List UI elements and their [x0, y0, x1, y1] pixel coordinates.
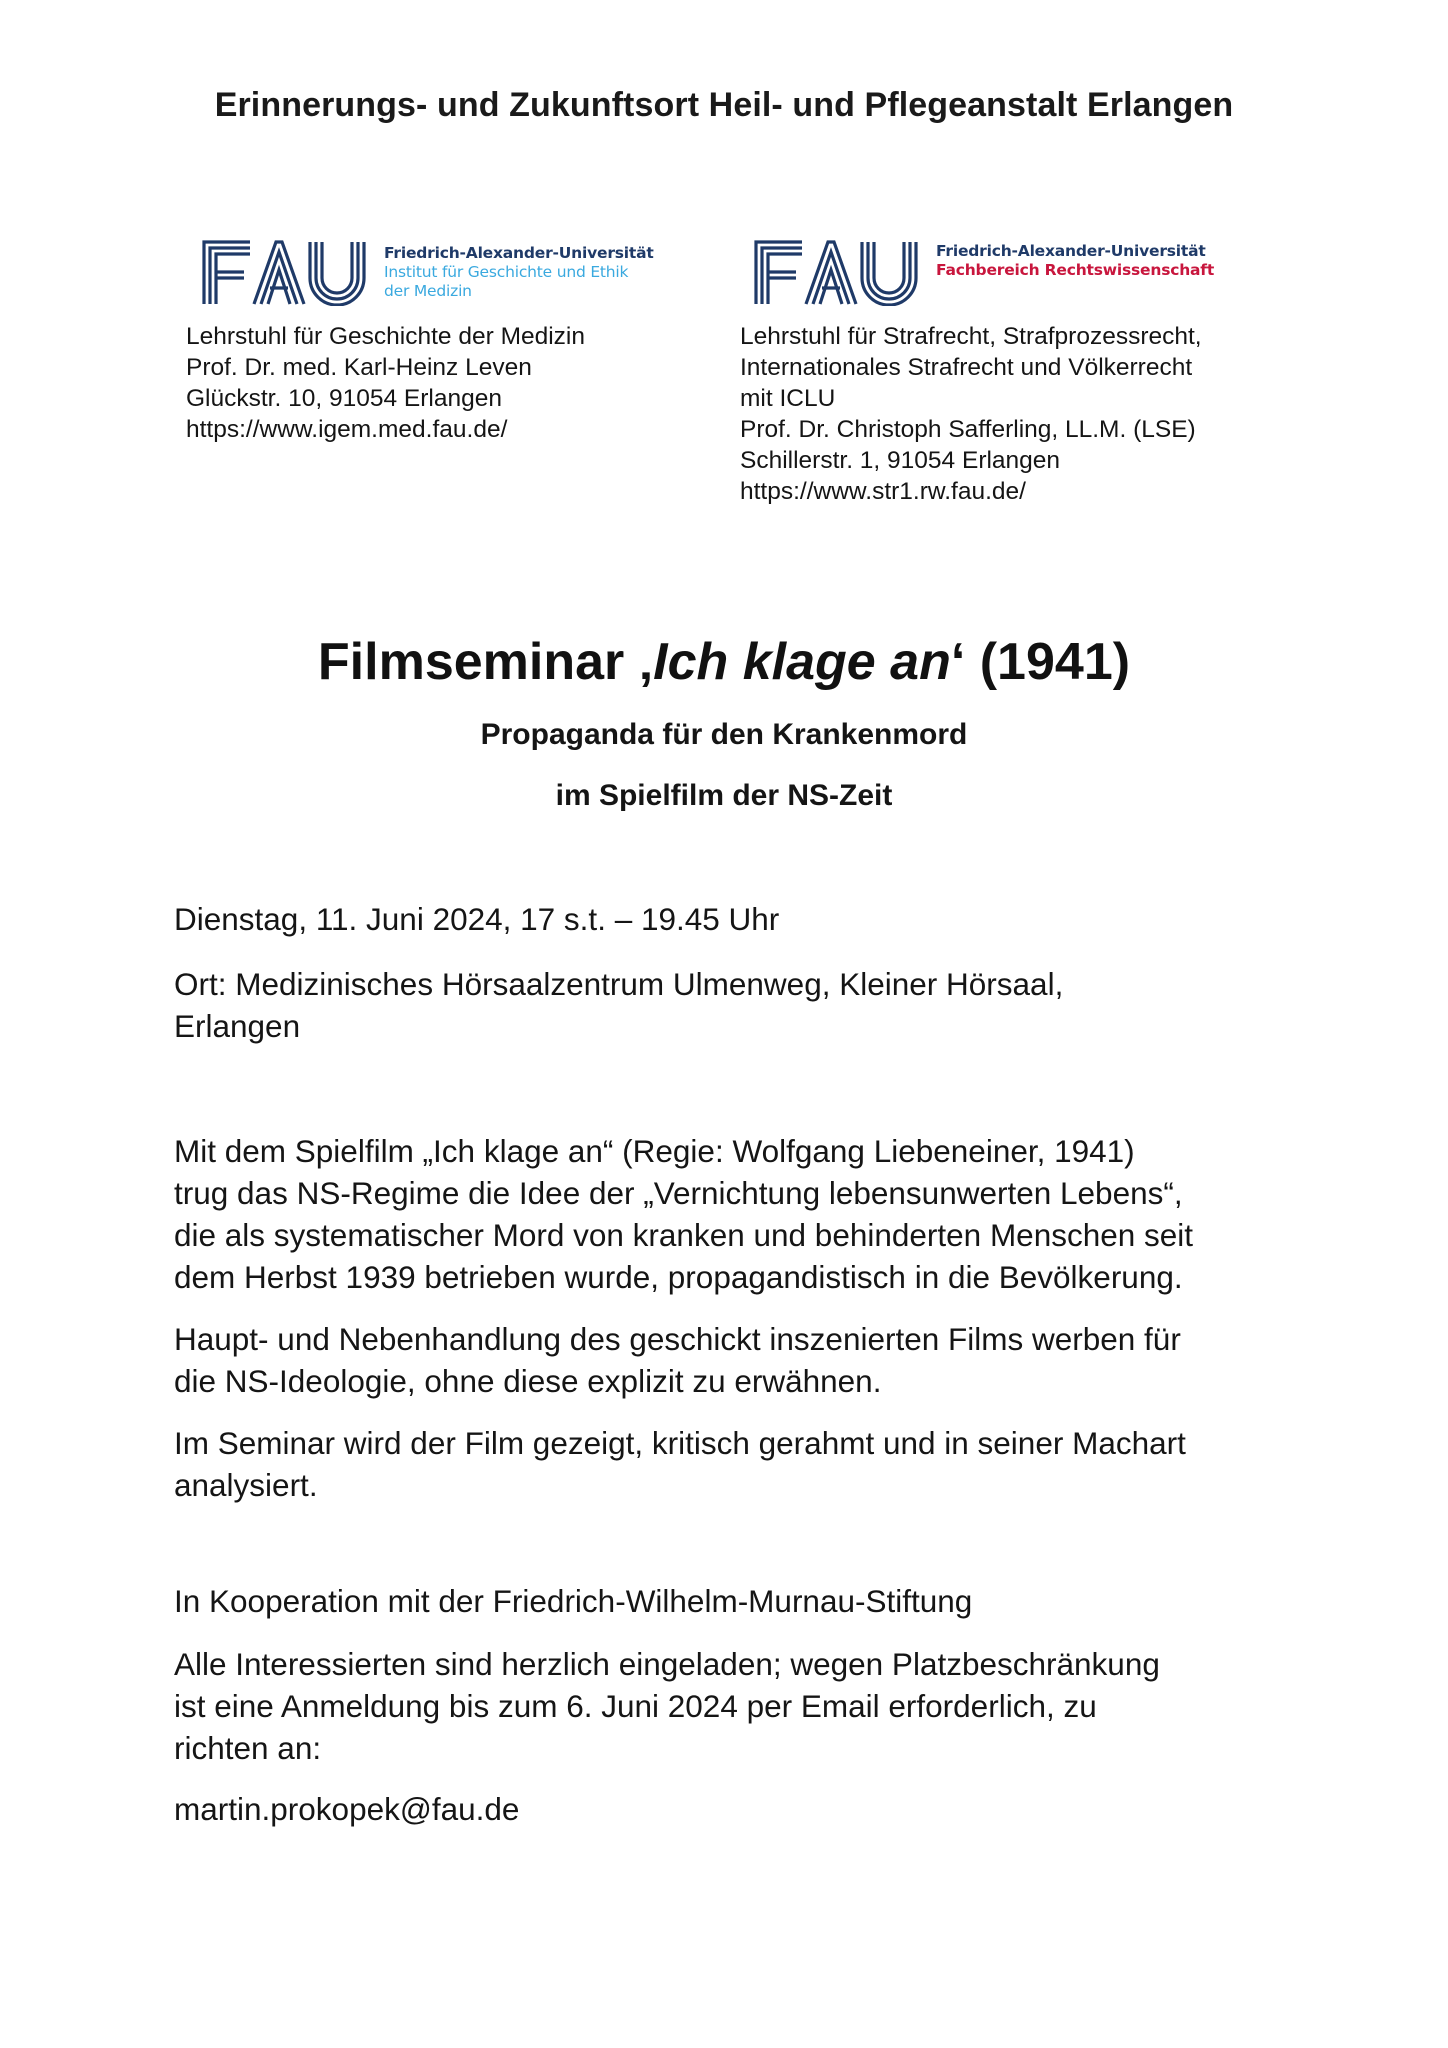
text-line: analysiert. [174, 1467, 318, 1503]
logo-unit-line: der Medizin [384, 281, 472, 300]
logo-unit-line: Institut für Geschichte und Ethik [384, 262, 629, 281]
event-location [174, 963, 1304, 1047]
address-medicine-chair [186, 321, 585, 445]
text-line: Mit dem Spielfilm „Ich klage an“ (Regie: Wolfgang Liebeneiner, 1941) [174, 1133, 1135, 1169]
text-line: richten an: [174, 1730, 322, 1766]
logo-university-name: Friedrich-Alexander-Universität [384, 243, 654, 262]
text-line: Alle Interessierten sind herzlich eingeladen; wegen Platzbeschränkung [174, 1646, 1160, 1682]
chair-name: Internationales Strafrecht und Völkerrecht [740, 354, 1193, 381]
event-date-time: Dienstag, 11. Juni 2024, 17 s.t. – 19.45 Uhr [174, 901, 780, 937]
title-suffix: ‘ (1941) [950, 633, 1131, 691]
event-subtitle-line1: Propaganda für den Krankenmord [480, 718, 968, 751]
chair-name: Lehrstuhl für Geschichte der Medizin [186, 323, 585, 350]
chair-name: mit ICLU [740, 385, 836, 412]
website-link[interactable]: https://www.str1.rw.fau.de/ [740, 478, 1026, 505]
fau-medicine-logo [200, 232, 654, 312]
text-line: ist eine Anmeldung bis zum 6. Juni 2024 per Email erforderlich, zu [174, 1688, 1097, 1724]
text-line: trug das NS-Regime die Idee der „Vernichtung lebensunwerten Lebens“, [174, 1175, 1183, 1211]
professor-name: Prof. Dr. Christoph Safferling, LL.M. (LSE) [740, 416, 1196, 443]
chair-name: Lehrstuhl für Strafrecht, Strafprozessrecht, [740, 323, 1202, 350]
location-line: Ort: Medizinisches Hörsaalzentrum Ulmenweg, Kleiner Hörsaal, [174, 966, 1064, 1002]
contact-email-link[interactable]: martin.prokopek@fau.de [174, 1791, 520, 1827]
text-line: dem Herbst 1939 betrieben wurde, propagandistisch in die Bevölkerung. [174, 1259, 1183, 1295]
description-paragraph-3 [174, 1422, 1304, 1506]
page-header-title: Erinnerungs- und Zukunftsort Heil- und Pflegeanstalt Erlangen [214, 86, 1234, 124]
fau-law-logo [752, 232, 1214, 312]
logo-unit-line: Fachbereich Rechtswissenschaft [936, 261, 1215, 279]
cooperation-note: In Kooperation mit der Friedrich-Wilhelm-Murnau-Stiftung [174, 1583, 973, 1619]
street-address: Schillerstr. 1, 91054 Erlangen [740, 447, 1061, 474]
title-prefix: Filmseminar ‚ [317, 633, 654, 691]
description-paragraph-2 [174, 1318, 1304, 1402]
event-title [0, 632, 1448, 692]
text-line: Haupt- und Nebenhandlung des geschickt inszenierten Films werben für [174, 1321, 1181, 1357]
text-line: die NS-Ideologie, ohne diese explizit zu erwähnen. [174, 1363, 882, 1399]
location-line: Erlangen [174, 1008, 301, 1044]
registration-note [174, 1643, 1304, 1769]
fau-logo-mark-icon [752, 238, 920, 306]
fau-logo-mark-icon [200, 238, 368, 306]
street-address: Glückstr. 10, 91054 Erlangen [186, 385, 502, 412]
text-line: Im Seminar wird der Film gezeigt, kritisch gerahmt und in seiner Machart [174, 1425, 1186, 1461]
website-link[interactable]: https://www.igem.med.fau.de/ [186, 416, 508, 443]
logo-university-name: Friedrich-Alexander-Universität [936, 242, 1206, 260]
event-subtitle-line2: im Spielfilm der NS-Zeit [555, 779, 893, 812]
address-law-chair [740, 321, 1202, 507]
description-paragraph-1 [174, 1130, 1304, 1298]
text-line: die als systematischer Mord von kranken und behinderten Menschen seit [174, 1217, 1194, 1253]
film-title: Ich klage an [653, 633, 951, 691]
professor-name: Prof. Dr. med. Karl-Heinz Leven [186, 354, 532, 381]
